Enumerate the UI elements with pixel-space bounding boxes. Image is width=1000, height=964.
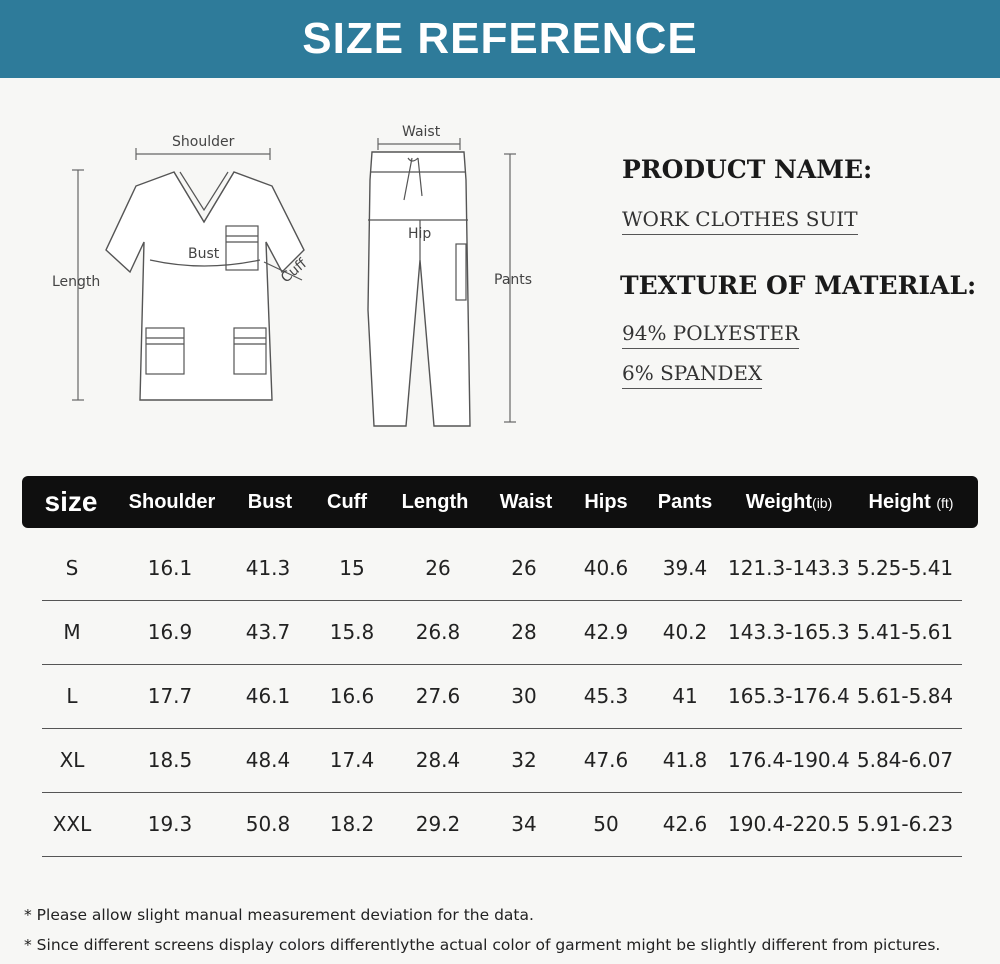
cell-shoulder: 16.9 bbox=[147, 620, 193, 644]
cell-waist: 30 bbox=[511, 684, 537, 708]
cell-waist: 28 bbox=[511, 620, 537, 644]
cell-hips: 42.9 bbox=[583, 620, 629, 644]
garment-diagram bbox=[0, 110, 600, 440]
cell-hips: 47.6 bbox=[583, 748, 629, 772]
cell-weight: 190.4-220.5 bbox=[728, 812, 850, 836]
header-height bbox=[856, 476, 966, 528]
cell-weight: 176.4-190.4 bbox=[728, 748, 850, 772]
cell-shoulder: 18.5 bbox=[147, 748, 193, 772]
cell-size: L bbox=[66, 684, 78, 708]
table-row bbox=[42, 728, 962, 793]
cell-size: XXL bbox=[52, 812, 92, 836]
product-name-value: WORK CLOTHES SUIT bbox=[622, 207, 858, 235]
cell-hips: 45.3 bbox=[583, 684, 629, 708]
cell-waist: 32 bbox=[511, 748, 537, 772]
header-size: size bbox=[44, 486, 98, 517]
cell-size: XL bbox=[59, 748, 85, 772]
bust-label: Bust bbox=[188, 246, 220, 262]
cell-hips: 50 bbox=[593, 812, 619, 836]
material-value-2: 6% SPANDEX bbox=[622, 361, 762, 389]
cell-bust: 48.4 bbox=[245, 748, 291, 772]
table-row bbox=[42, 664, 962, 729]
cell-size: M bbox=[63, 620, 81, 644]
cell-bust: 46.1 bbox=[245, 684, 291, 708]
cuff-label: Cuff bbox=[278, 255, 310, 287]
table-row bbox=[42, 792, 962, 857]
table-row bbox=[42, 600, 962, 665]
cell-height: 5.84-6.07 bbox=[856, 748, 954, 772]
header-weight-unit: (ib) bbox=[812, 495, 833, 511]
cell-cuff: 17.4 bbox=[329, 748, 375, 772]
cell-bust: 50.8 bbox=[245, 812, 291, 836]
cell-pants: 41.8 bbox=[662, 748, 708, 772]
shoulder-label: Shoulder bbox=[172, 134, 235, 150]
cell-length: 27.6 bbox=[415, 684, 461, 708]
cell-waist: 26 bbox=[511, 556, 537, 580]
cell-length: 26.8 bbox=[415, 620, 461, 644]
header-pants: Pants bbox=[657, 491, 713, 513]
note-measurement: * Please allow slight manual measurement deviation for the data. bbox=[24, 906, 534, 924]
header-height-label: Height bbox=[868, 491, 931, 513]
pants-label: Pants bbox=[494, 272, 533, 288]
size-table-header bbox=[22, 476, 978, 528]
title-banner bbox=[0, 0, 1000, 78]
length-label: Length bbox=[52, 274, 101, 290]
header-height-unit: (ft) bbox=[936, 495, 954, 511]
cell-pants: 40.2 bbox=[662, 620, 708, 644]
cell-hips: 40.6 bbox=[583, 556, 629, 580]
header-waist: Waist bbox=[499, 491, 553, 513]
cell-size: S bbox=[65, 556, 79, 580]
cell-cuff: 16.6 bbox=[329, 684, 375, 708]
banner-title: SIZE REFERENCE bbox=[302, 14, 698, 63]
cell-cuff: 15 bbox=[339, 556, 365, 580]
cell-weight: 165.3-176.4 bbox=[728, 684, 850, 708]
cell-pants: 42.6 bbox=[662, 812, 708, 836]
cell-shoulder: 17.7 bbox=[147, 684, 193, 708]
note-color: * Since different screens display colors differentlythe actual color of garment might be slightly different from pictures. bbox=[24, 936, 941, 954]
cell-pants: 41 bbox=[672, 684, 698, 708]
header-weight-label: Weight bbox=[745, 491, 813, 513]
cell-height: 5.61-5.84 bbox=[856, 684, 954, 708]
cell-pants: 39.4 bbox=[662, 556, 708, 580]
cell-height: 5.91-6.23 bbox=[856, 812, 954, 836]
product-name-heading: PRODUCT NAME: bbox=[622, 155, 873, 184]
material-value-1: 94% POLYESTER bbox=[622, 321, 799, 349]
cell-height: 5.25-5.41 bbox=[856, 556, 954, 580]
cell-shoulder: 19.3 bbox=[147, 812, 193, 836]
header-length: Length bbox=[401, 491, 469, 513]
cell-length: 28.4 bbox=[415, 748, 461, 772]
header-hips: Hips bbox=[584, 491, 628, 513]
cell-bust: 43.7 bbox=[245, 620, 291, 644]
cell-length: 29.2 bbox=[415, 812, 461, 836]
cell-length: 26 bbox=[425, 556, 451, 580]
cell-height: 5.41-5.61 bbox=[856, 620, 954, 644]
header-shoulder: Shoulder bbox=[128, 491, 216, 513]
cell-weight: 143.3-165.3 bbox=[728, 620, 850, 644]
waist-label: Waist bbox=[402, 124, 441, 140]
header-bust: Bust bbox=[247, 491, 293, 513]
cell-bust: 41.3 bbox=[245, 556, 291, 580]
header-cuff: Cuff bbox=[327, 491, 367, 513]
cell-waist: 34 bbox=[511, 812, 537, 836]
material-heading: TEXTURE OF MATERIAL: bbox=[620, 271, 977, 300]
hip-label: Hip bbox=[408, 226, 432, 242]
cell-weight: 121.3-143.3 bbox=[728, 556, 850, 580]
cell-shoulder: 16.1 bbox=[147, 556, 193, 580]
table-row bbox=[42, 536, 962, 601]
cell-cuff: 15.8 bbox=[329, 620, 375, 644]
header-weight bbox=[734, 476, 844, 528]
cell-cuff: 18.2 bbox=[329, 812, 375, 836]
